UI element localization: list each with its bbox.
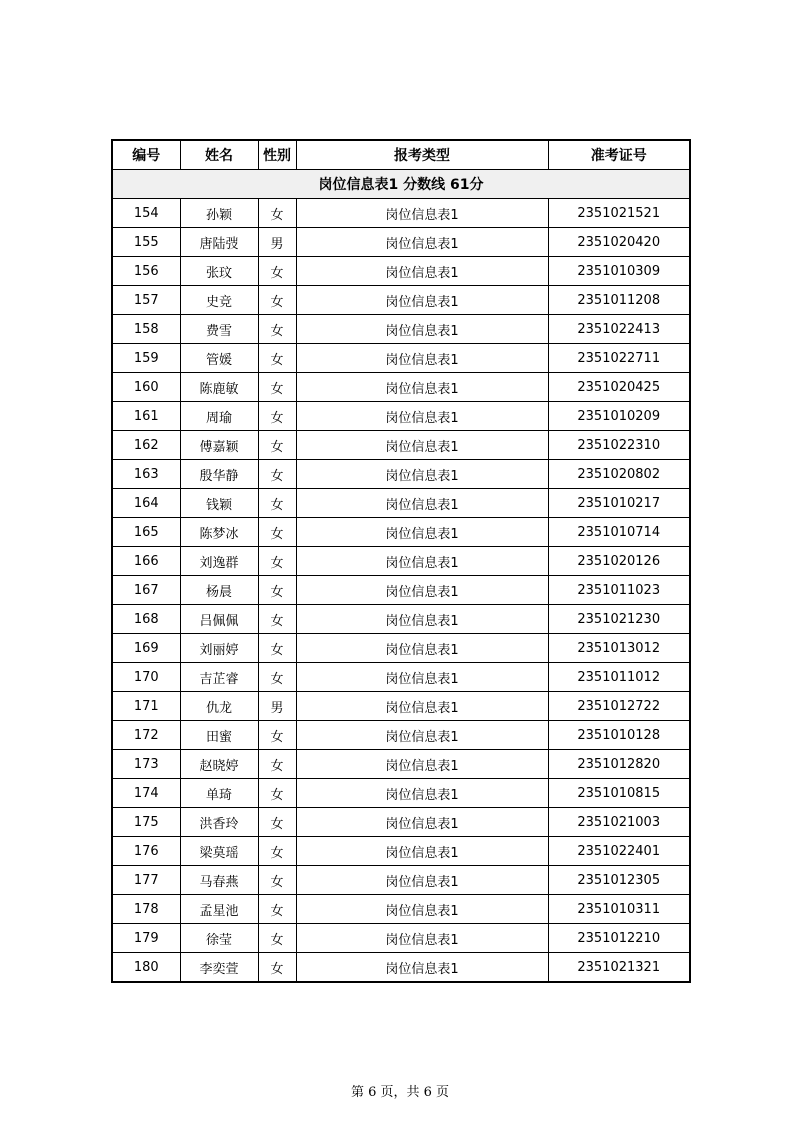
table-row xyxy=(112,750,690,779)
cell-id: 156 xyxy=(112,257,180,286)
cell-exam-type: 岗位信息表1 xyxy=(296,286,548,315)
cell-exam-type: 岗位信息表1 xyxy=(296,257,548,286)
cell-exam-type: 岗位信息表1 xyxy=(296,837,548,866)
cell-gender: 女 xyxy=(258,866,296,895)
table-row xyxy=(112,779,690,808)
table-row xyxy=(112,837,690,866)
cell-gender: 女 xyxy=(258,373,296,402)
cell-ticket-number: 2351010209 xyxy=(548,402,690,431)
cell-id: 163 xyxy=(112,460,180,489)
table-row xyxy=(112,518,690,547)
table-row xyxy=(112,895,690,924)
table-row xyxy=(112,953,690,983)
cell-name: 洪香玲 xyxy=(180,808,258,837)
cell-name: 杨晨 xyxy=(180,576,258,605)
cell-gender: 女 xyxy=(258,460,296,489)
cell-ticket-number: 2351012820 xyxy=(548,750,690,779)
cell-id: 164 xyxy=(112,489,180,518)
cell-ticket-number: 2351013012 xyxy=(548,634,690,663)
cell-name: 赵晓婷 xyxy=(180,750,258,779)
cell-id: 159 xyxy=(112,344,180,373)
cell-ticket-number: 2351011012 xyxy=(548,663,690,692)
cell-id: 168 xyxy=(112,605,180,634)
table-row xyxy=(112,315,690,344)
cell-exam-type: 岗位信息表1 xyxy=(296,547,548,576)
cell-name: 钱颖 xyxy=(180,489,258,518)
cell-name: 孟星池 xyxy=(180,895,258,924)
cell-gender: 女 xyxy=(258,605,296,634)
cell-id: 160 xyxy=(112,373,180,402)
cell-gender: 女 xyxy=(258,924,296,953)
cell-gender: 女 xyxy=(258,489,296,518)
cell-gender: 女 xyxy=(258,286,296,315)
cell-gender: 女 xyxy=(258,257,296,286)
cell-id: 167 xyxy=(112,576,180,605)
cell-name: 仇龙 xyxy=(180,692,258,721)
cell-name: 梁莫瑶 xyxy=(180,837,258,866)
cell-id: 175 xyxy=(112,808,180,837)
cell-gender: 女 xyxy=(258,634,296,663)
cell-gender: 女 xyxy=(258,547,296,576)
cell-id: 154 xyxy=(112,199,180,228)
cell-id: 173 xyxy=(112,750,180,779)
cell-exam-type: 岗位信息表1 xyxy=(296,663,548,692)
cell-exam-type: 岗位信息表1 xyxy=(296,953,548,983)
cell-id: 162 xyxy=(112,431,180,460)
cell-gender: 女 xyxy=(258,663,296,692)
cell-name: 李奕萱 xyxy=(180,953,258,983)
cell-name: 史竞 xyxy=(180,286,258,315)
cell-ticket-number: 2351010311 xyxy=(548,895,690,924)
cell-name: 吕佩佩 xyxy=(180,605,258,634)
cell-gender: 男 xyxy=(258,692,296,721)
group-row xyxy=(112,170,690,199)
cell-gender: 女 xyxy=(258,953,296,983)
cell-gender: 女 xyxy=(258,837,296,866)
table-row xyxy=(112,692,690,721)
table-row xyxy=(112,721,690,750)
cell-name: 陈鹿敏 xyxy=(180,373,258,402)
cell-exam-type: 岗位信息表1 xyxy=(296,924,548,953)
cell-id: 158 xyxy=(112,315,180,344)
cell-id: 172 xyxy=(112,721,180,750)
cell-exam-type: 岗位信息表1 xyxy=(296,373,548,402)
cell-exam-type: 岗位信息表1 xyxy=(296,402,548,431)
cell-gender: 男 xyxy=(258,228,296,257)
cell-ticket-number: 2351011023 xyxy=(548,576,690,605)
table-row xyxy=(112,866,690,895)
table-row xyxy=(112,373,690,402)
cell-name: 单琦 xyxy=(180,779,258,808)
table-row xyxy=(112,199,690,228)
cell-id: 177 xyxy=(112,866,180,895)
table-row xyxy=(112,634,690,663)
table-row xyxy=(112,460,690,489)
cell-ticket-number: 2351010217 xyxy=(548,489,690,518)
cell-id: 171 xyxy=(112,692,180,721)
cell-exam-type: 岗位信息表1 xyxy=(296,199,548,228)
cell-gender: 女 xyxy=(258,402,296,431)
table-row xyxy=(112,489,690,518)
cell-gender: 女 xyxy=(258,895,296,924)
cell-id: 169 xyxy=(112,634,180,663)
cell-exam-type: 岗位信息表1 xyxy=(296,344,548,373)
table-body xyxy=(112,170,690,983)
cell-gender: 女 xyxy=(258,779,296,808)
cell-name: 徐莹 xyxy=(180,924,258,953)
header-ticket-number: 准考证号 xyxy=(548,140,690,170)
table-row xyxy=(112,431,690,460)
table-row xyxy=(112,547,690,576)
cell-id: 174 xyxy=(112,779,180,808)
cell-id: 165 xyxy=(112,518,180,547)
cell-gender: 女 xyxy=(258,721,296,750)
cell-id: 179 xyxy=(112,924,180,953)
cell-exam-type: 岗位信息表1 xyxy=(296,460,548,489)
cell-gender: 女 xyxy=(258,344,296,373)
cell-name: 孙颖 xyxy=(180,199,258,228)
cell-name: 管媛 xyxy=(180,344,258,373)
cell-ticket-number: 2351010128 xyxy=(548,721,690,750)
cell-ticket-number: 2351020420 xyxy=(548,228,690,257)
group-title: 岗位信息表1 分数线 61分 xyxy=(112,170,690,199)
cell-ticket-number: 2351021521 xyxy=(548,199,690,228)
cell-ticket-number: 2351022310 xyxy=(548,431,690,460)
cell-exam-type: 岗位信息表1 xyxy=(296,489,548,518)
header-row xyxy=(112,140,690,170)
cell-ticket-number: 2351021230 xyxy=(548,605,690,634)
cell-ticket-number: 2351022401 xyxy=(548,837,690,866)
table-row xyxy=(112,924,690,953)
table-header xyxy=(112,140,690,170)
cell-name: 刘丽婷 xyxy=(180,634,258,663)
cell-id: 161 xyxy=(112,402,180,431)
cell-exam-type: 岗位信息表1 xyxy=(296,634,548,663)
cell-exam-type: 岗位信息表1 xyxy=(296,721,548,750)
table-row xyxy=(112,402,690,431)
cell-ticket-number: 2351021321 xyxy=(548,953,690,983)
cell-name: 刘逸群 xyxy=(180,547,258,576)
cell-ticket-number: 2351012210 xyxy=(548,924,690,953)
cell-ticket-number: 2351010714 xyxy=(548,518,690,547)
cell-ticket-number: 2351010309 xyxy=(548,257,690,286)
cell-exam-type: 岗位信息表1 xyxy=(296,315,548,344)
header-exam-type: 报考类型 xyxy=(296,140,548,170)
cell-gender: 女 xyxy=(258,576,296,605)
cell-id: 157 xyxy=(112,286,180,315)
cell-exam-type: 岗位信息表1 xyxy=(296,750,548,779)
cell-exam-type: 岗位信息表1 xyxy=(296,866,548,895)
cell-exam-type: 岗位信息表1 xyxy=(296,895,548,924)
cell-ticket-number: 2351022413 xyxy=(548,315,690,344)
cell-exam-type: 岗位信息表1 xyxy=(296,228,548,257)
cell-ticket-number: 2351020126 xyxy=(548,547,690,576)
cell-id: 180 xyxy=(112,953,180,983)
cell-exam-type: 岗位信息表1 xyxy=(296,779,548,808)
cell-id: 155 xyxy=(112,228,180,257)
cell-ticket-number: 2351011208 xyxy=(548,286,690,315)
cell-name: 殷华静 xyxy=(180,460,258,489)
cell-name: 张玟 xyxy=(180,257,258,286)
table-row xyxy=(112,605,690,634)
cell-exam-type: 岗位信息表1 xyxy=(296,808,548,837)
cell-id: 178 xyxy=(112,895,180,924)
cell-gender: 女 xyxy=(258,315,296,344)
cell-name: 马春燕 xyxy=(180,866,258,895)
cell-name: 周瑜 xyxy=(180,402,258,431)
cell-ticket-number: 2351021003 xyxy=(548,808,690,837)
table-row xyxy=(112,344,690,373)
cell-ticket-number: 2351020425 xyxy=(548,373,690,402)
table-row xyxy=(112,286,690,315)
cell-gender: 女 xyxy=(258,808,296,837)
table-row xyxy=(112,663,690,692)
cell-name: 田蜜 xyxy=(180,721,258,750)
cell-gender: 女 xyxy=(258,199,296,228)
table-row xyxy=(112,257,690,286)
cell-name: 陈梦冰 xyxy=(180,518,258,547)
cell-name: 费雪 xyxy=(180,315,258,344)
cell-id: 166 xyxy=(112,547,180,576)
header-name: 姓名 xyxy=(180,140,258,170)
header-gender: 性别 xyxy=(258,140,296,170)
cell-gender: 女 xyxy=(258,431,296,460)
page-footer: 第 6 页，共 6 页 xyxy=(350,1085,450,1100)
cell-ticket-number: 2351012722 xyxy=(548,692,690,721)
cell-id: 176 xyxy=(112,837,180,866)
cell-ticket-number: 2351010815 xyxy=(548,779,690,808)
table-row xyxy=(112,228,690,257)
cell-ticket-number: 2351012305 xyxy=(548,866,690,895)
table-row xyxy=(112,808,690,837)
cell-name: 傅嘉颖 xyxy=(180,431,258,460)
candidate-table xyxy=(111,139,691,983)
cell-exam-type: 岗位信息表1 xyxy=(296,576,548,605)
cell-exam-type: 岗位信息表1 xyxy=(296,518,548,547)
cell-exam-type: 岗位信息表1 xyxy=(296,692,548,721)
cell-exam-type: 岗位信息表1 xyxy=(296,431,548,460)
cell-name: 唐陆弢 xyxy=(180,228,258,257)
cell-id: 170 xyxy=(112,663,180,692)
header-id: 编号 xyxy=(112,140,180,170)
table-row xyxy=(112,576,690,605)
cell-gender: 女 xyxy=(258,750,296,779)
cell-name: 吉芷睿 xyxy=(180,663,258,692)
cell-exam-type: 岗位信息表1 xyxy=(296,605,548,634)
cell-ticket-number: 2351022711 xyxy=(548,344,690,373)
cell-gender: 女 xyxy=(258,518,296,547)
cell-ticket-number: 2351020802 xyxy=(548,460,690,489)
